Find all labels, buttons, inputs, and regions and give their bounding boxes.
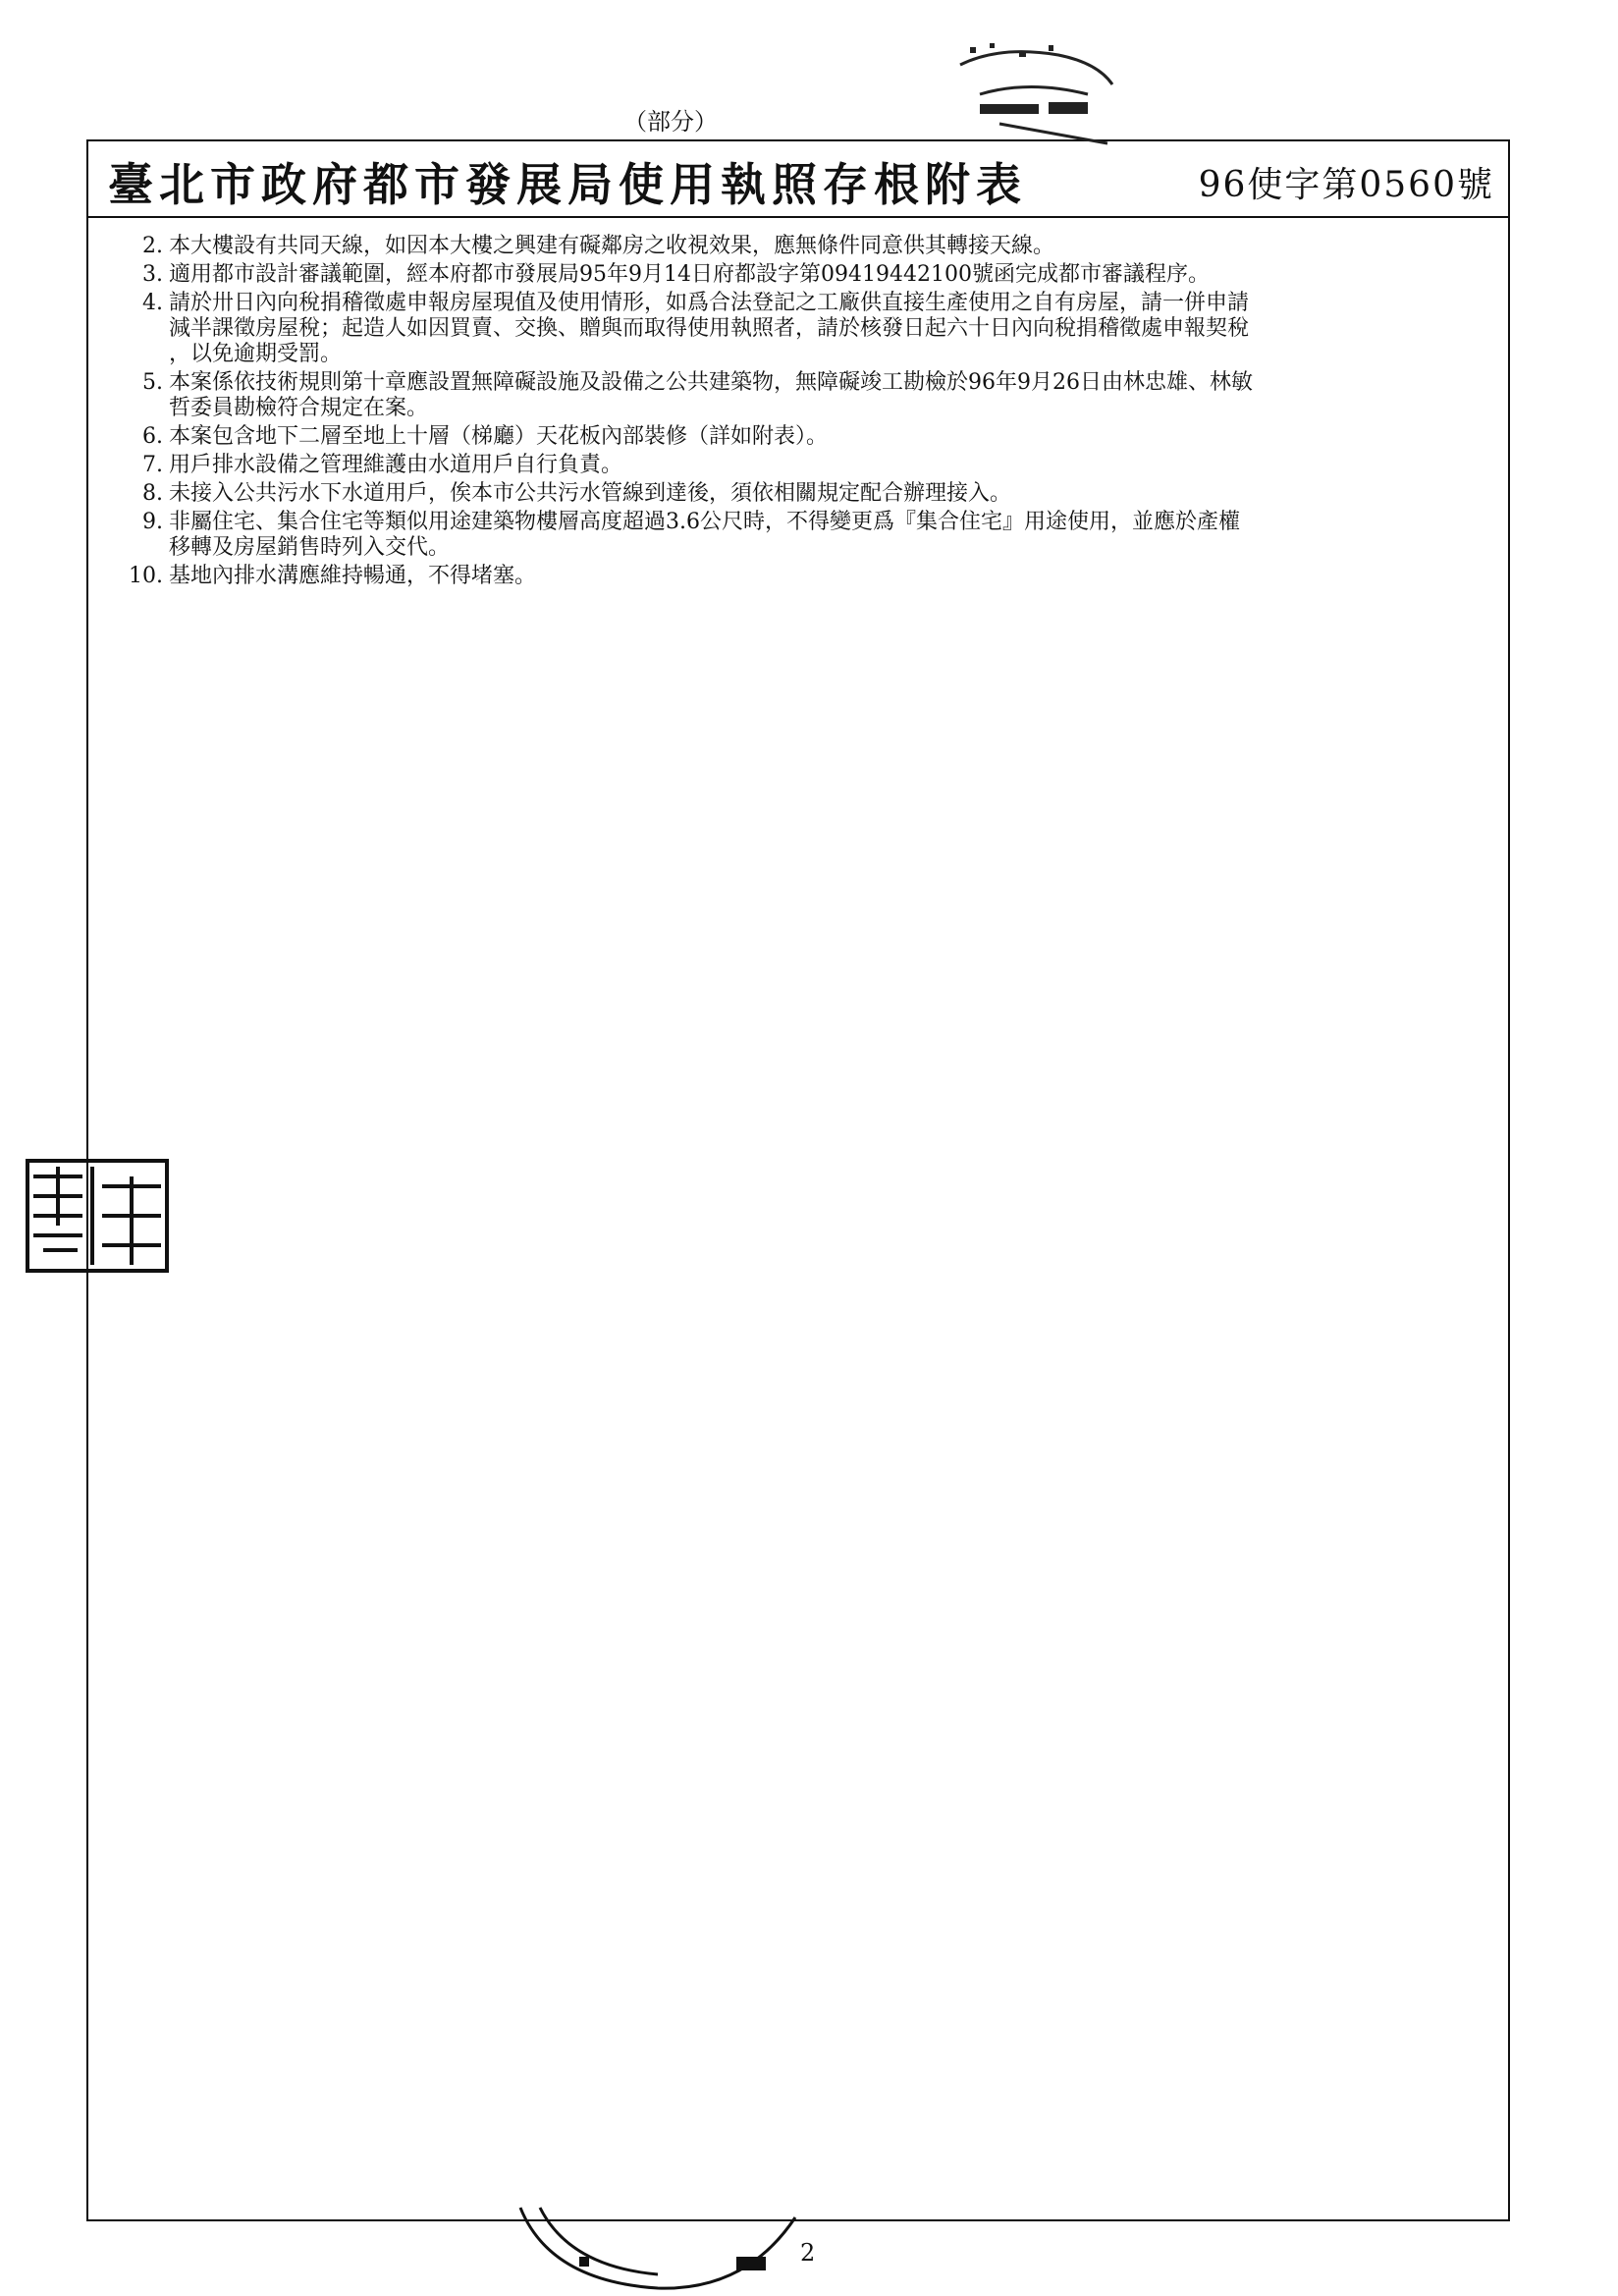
- list-item: [128, 453, 1507, 478]
- note-text: 請於卅日內向稅捐稽徵處申報房屋現值及使用情形，如爲合法登記之工廠供直接生產使用之自有房屋，請一併申請 減半課徵房屋稅；起造人如因買賣、交換、贈與而取得使用執照者，請於核發日起六十日內向稅捐稽徵處申報契稅 ，以免逾期受罰。: [169, 291, 1250, 366]
- note-number: 5.: [142, 370, 163, 395]
- note-number: 2.: [142, 234, 163, 258]
- seal-icon: [941, 26, 1127, 183]
- page-number: 2: [800, 2239, 816, 2267]
- note-text: 本案係依技術規則第十章應設置無障礙設施及設備之公共建築物，無障礙竣工勘檢於96年9月26日由林忠雄、林敏 哲委員勘檢符合規定在案。: [169, 370, 1253, 420]
- note-number: 8.: [142, 481, 163, 506]
- list-item: [128, 370, 1507, 421]
- partial-label: （部分）: [623, 108, 718, 136]
- note-text: 非屬住宅、集合住宅等類似用途建築物樓層高度超過3.6公尺時，不得變更爲『集合住宅』用途使用，並應於產權 移轉及房屋銷售時列入交代。: [169, 510, 1240, 560]
- note-number: 9.: [142, 510, 163, 534]
- note-text: 基地內排水溝應維持暢通，不得堵塞。: [169, 564, 537, 588]
- list-item: [128, 424, 1507, 450]
- note-text: 用戶排水設備之管理維護由水道用戶自行負責。: [169, 453, 623, 477]
- list-item: [128, 262, 1507, 288]
- list-item: [128, 291, 1507, 367]
- note-text: 適用都市設計審議範圍，經本府都市發展局95年9月14日府都設字第09419442100號函完成都市審議程序。: [169, 262, 1210, 287]
- list-item: [128, 234, 1507, 259]
- notes-list: [128, 234, 1507, 592]
- note-number: 3.: [142, 262, 163, 287]
- note-number: 7.: [142, 453, 163, 477]
- permit-annex-frame: [86, 139, 1510, 2221]
- list-item: [128, 481, 1507, 507]
- note-number: 4.: [142, 291, 163, 315]
- note-number: 6.: [142, 424, 163, 449]
- document-title: 臺北市政府都市發展局使用執照存根附表: [108, 158, 1027, 211]
- note-text: 本案包含地下二層至地上十層（梯廳）天花板內部裝修（詳如附表）。: [169, 424, 829, 449]
- note-number: 10.: [129, 564, 163, 588]
- note-text: 本大樓設有共同天線，如因本大樓之興建有礙鄰房之收視效果，應無條件同意供其轉接天線。: [169, 234, 1055, 258]
- seal-icon: [511, 2198, 805, 2296]
- list-item: [128, 564, 1507, 589]
- permit-number: 96使字第0560號: [1198, 165, 1494, 205]
- note-text: 未接入公共污水下水道用戶，俟本市公共污水管線到達後，須依相關規定配合辦理接入。: [169, 481, 1012, 506]
- list-item: [128, 510, 1507, 561]
- seal-icon: [24, 1157, 171, 1275]
- title-row: [88, 141, 1508, 218]
